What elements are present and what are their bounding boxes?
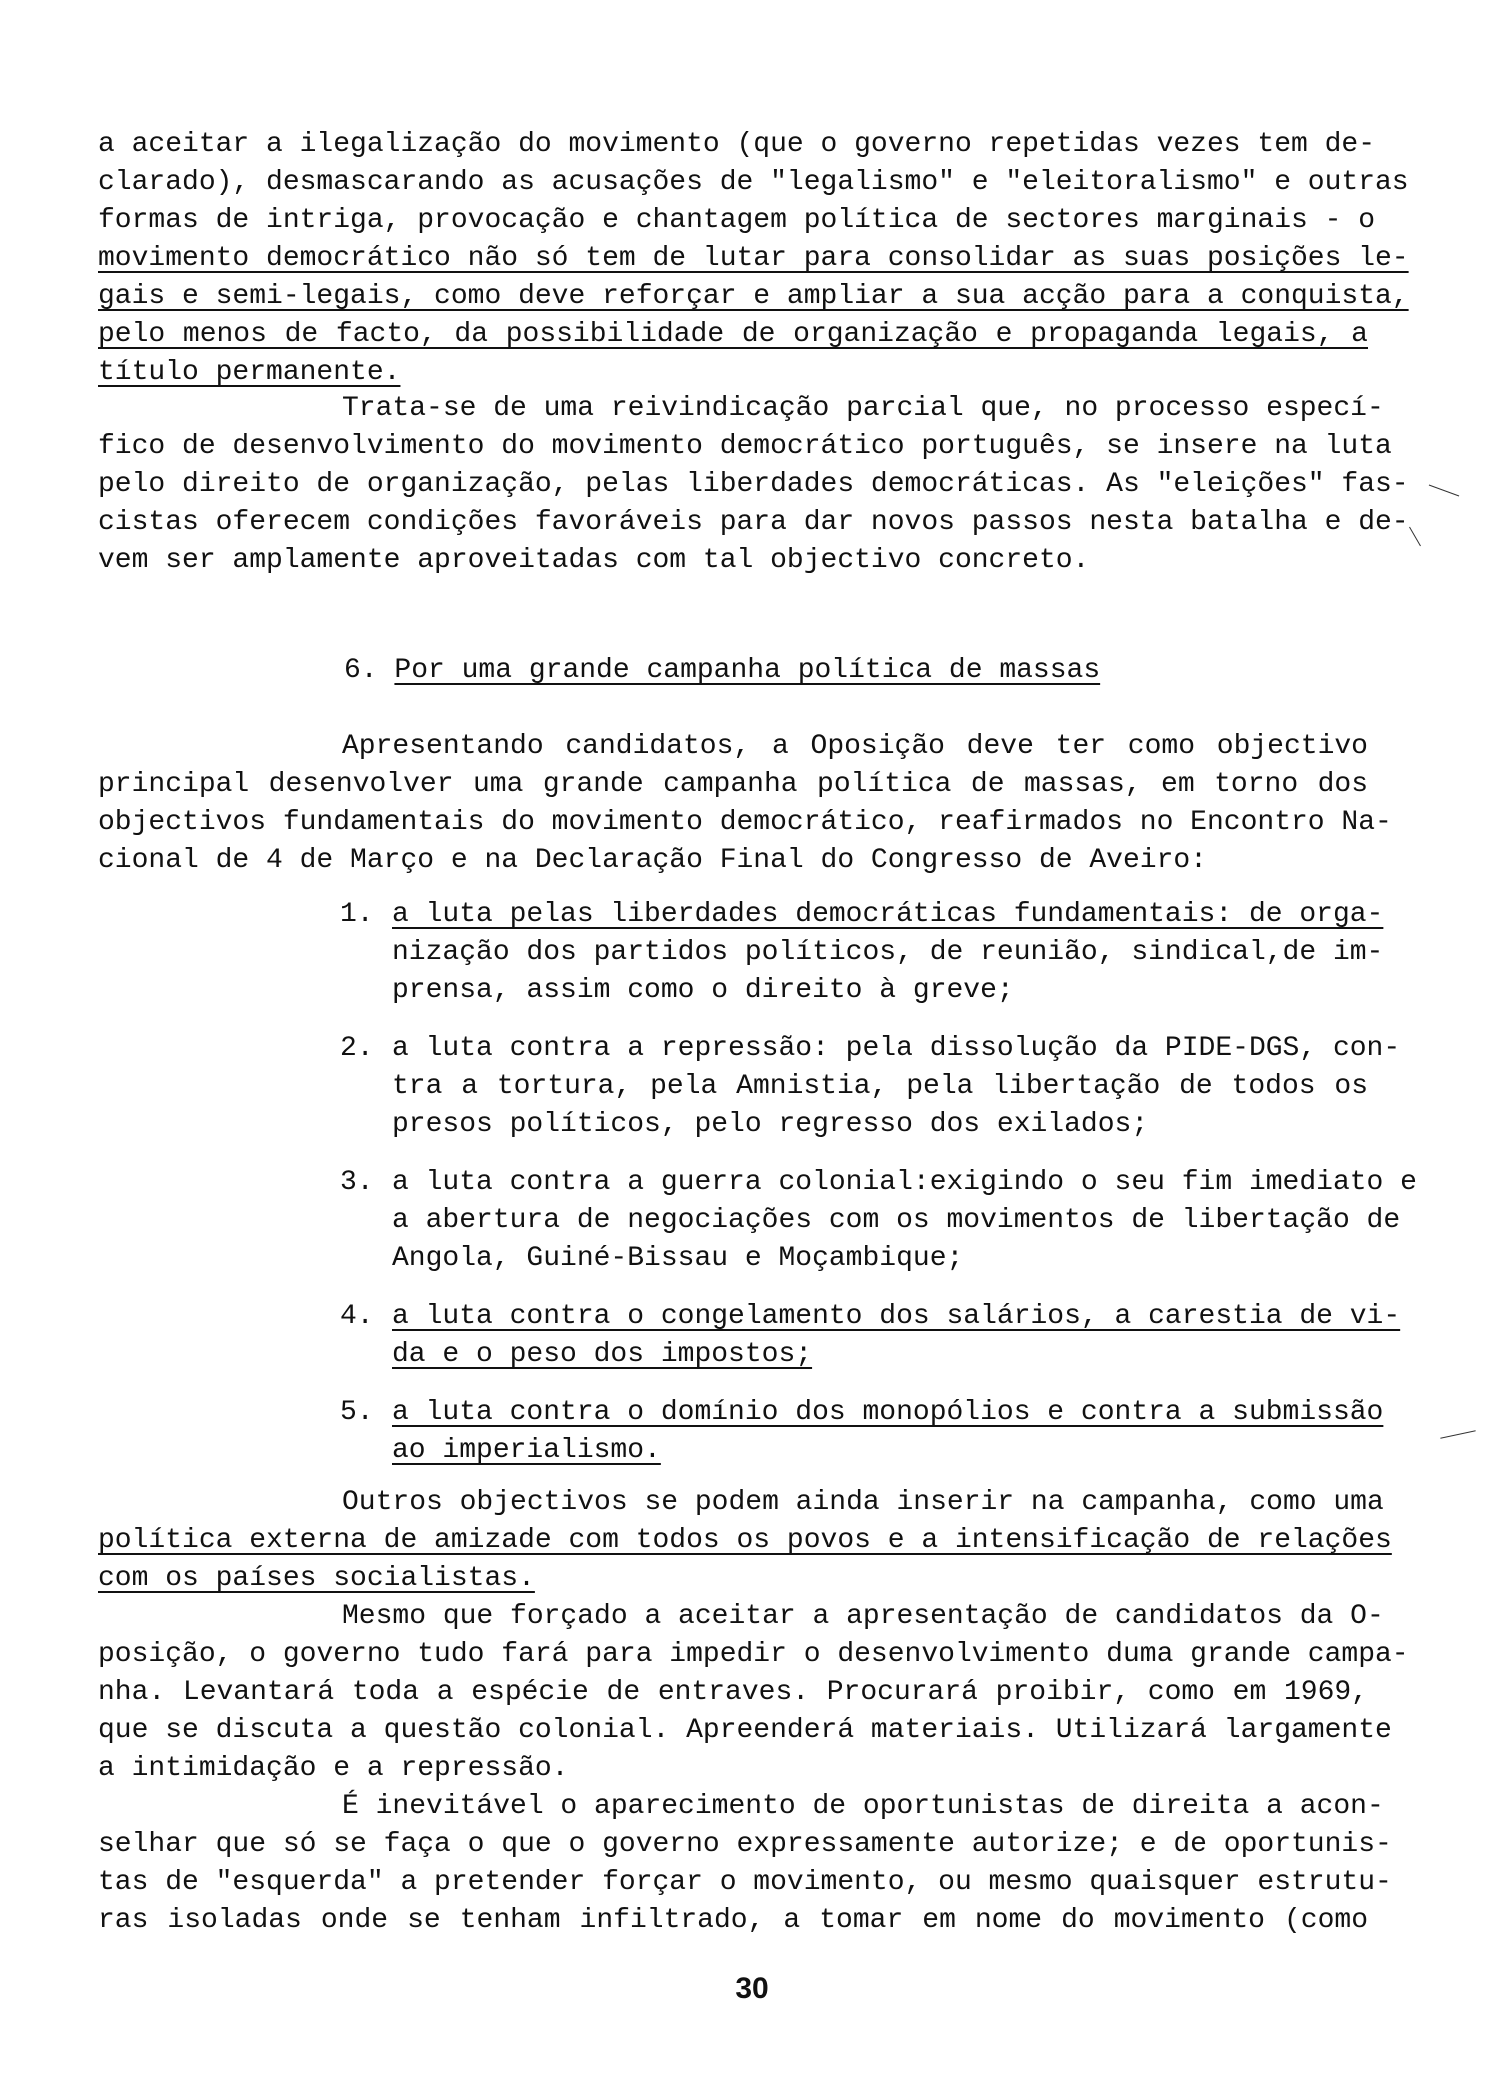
list-item-5-line-2: ao imperialismo.	[392, 1435, 661, 1466]
margin-scan-mark	[1409, 527, 1421, 547]
section-heading	[344, 652, 1100, 690]
list-item-2-line-1: a luta contra a repressão: pela dissolução da PIDE-DGS, con-	[392, 1033, 1401, 1064]
list-item-3-number: 3.	[340, 1167, 374, 1198]
para4-line-2: política externa de amizade com todos os povos e a intensificação de relações	[98, 1525, 1392, 1556]
para1-line-6: pelo menos de facto, da possibilidade de organização e propaganda legais, a	[98, 319, 1368, 350]
para3-line-4: cional de 4 de Março e na Declaração Final do Congresso de Aveiro:	[98, 845, 1207, 876]
para2-line-2: fico de desenvolvimento do movimento democrático português, se insere na luta	[98, 431, 1392, 462]
margin-scan-mark	[1440, 1430, 1475, 1438]
para2-line-1: Trata-se de uma reivindicação parcial que, no processo especí-	[342, 393, 1384, 424]
para2-line-5: vem ser amplamente aproveitadas com tal objectivo concreto.	[98, 545, 1090, 576]
list-item-4-line-1: a luta contra o congelamento dos salários, a carestia de vi-	[392, 1301, 1401, 1332]
list-item-3-line-2: a abertura de negociações com os movimentos de libertação de	[392, 1205, 1401, 1236]
para4-line-3: com os países socialistas.	[98, 1563, 535, 1594]
para3-line-2: principal desenvolver uma grande campanha política de massas, em torno dos	[98, 769, 1368, 800]
list-item-5-line-1: a luta contra o domínio dos monopólios e contra a submissão	[392, 1397, 1384, 1428]
list-item-2-line-2: tra a tortura, pela Amnistia, pela libertação de todos os	[392, 1071, 1368, 1102]
para5-line-3: nha. Levantará toda a espécie de entraves. Procurará proibir, como em 1969,	[98, 1677, 1368, 1708]
para3-line-3: objectivos fundamentais do movimento democrático, reafirmados no Encontro Na-	[98, 807, 1392, 838]
para1-line-4: movimento democrático não só tem de lutar para consolidar as suas posições le-	[98, 243, 1409, 274]
list-item-5-number: 5.	[340, 1397, 374, 1428]
para6-line-2: selhar que só se faça o que o governo expressamente autorize; e de oportunis-	[98, 1829, 1392, 1860]
para6-line-1: É inevitável o aparecimento de oportunistas de direita a acon-	[342, 1791, 1384, 1822]
list-item-2-number: 2.	[340, 1033, 374, 1064]
section-title: Por uma grande campanha política de massas	[394, 655, 1101, 686]
para5-line-5: a intimidação e a repressão.	[98, 1753, 569, 1784]
para6-line-3: tas de "esquerda" a pretender forçar o movimento, ou mesmo quaisquer estrutu-	[98, 1867, 1392, 1898]
list-item-3-line-1: a luta contra a guerra colonial:exigindo o seu fim imediato e	[392, 1167, 1417, 1198]
para1-line-1: a aceitar a ilegalização do movimento (que o governo repetidas vezes tem de-	[98, 129, 1376, 160]
para2-line-4: cistas oferecem condições favoráveis para dar novos passos nesta batalha e de-	[98, 507, 1409, 538]
margin-scan-mark	[1429, 485, 1459, 497]
para5-line-1: Mesmo que forçado a aceitar a apresentação de candidatos da O-	[342, 1601, 1384, 1632]
list-item-4-number: 4.	[340, 1301, 374, 1332]
list-item-2-line-3: presos políticos, pelo regresso dos exilados;	[392, 1109, 1149, 1140]
section-number: 6.	[344, 655, 378, 686]
para4-line-1: Outros objectivos se podem ainda inserir na campanha, como uma	[342, 1487, 1384, 1518]
list-item-1-line-1: a luta pelas liberdades democráticas fundamentais: de orga-	[392, 899, 1384, 930]
list-item-1-line-3: prensa, assim como o direito à greve;	[392, 975, 1014, 1006]
para3-line-1: Apresentando candidatos, a Oposição deve ter como objectivo	[342, 731, 1368, 762]
para1-line-5: gais e semi-legais, como deve reforçar e ampliar a sua acção para a conquista,	[98, 281, 1409, 312]
page-number: 30	[735, 1972, 769, 2005]
para6-line-4: ras isoladas onde se tenham infiltrado, a tomar em nome do movimento (como	[98, 1905, 1368, 1936]
para1-line-2: clarado), desmascarando as acusações de "legalismo" e "eleitoralismo" e outras	[98, 167, 1409, 198]
para1-line-7: título permanente.	[98, 357, 401, 388]
list-item-1-line-2: nização dos partidos políticos, de reunião, sindical,de im-	[392, 937, 1384, 968]
list-item-1-number: 1.	[340, 899, 374, 930]
list-item-3-line-3: Angola, Guiné-Bissau e Moçambique;	[392, 1243, 964, 1274]
para5-line-4: que se discuta a questão colonial. Apreenderá materiais. Utilizará largamente	[98, 1715, 1392, 1746]
para5-line-2: posição, o governo tudo fará para impedir o desenvolvimento duma grande campa-	[98, 1639, 1409, 1670]
para2-line-3: pelo direito de organização, pelas liberdades democráticas. As "eleições" fas-	[98, 469, 1409, 500]
list-item-4-line-2: da e o peso dos impostos;	[392, 1339, 813, 1370]
para1-line-3: formas de intriga, provocação e chantagem política de sectores marginais - o	[98, 205, 1376, 236]
